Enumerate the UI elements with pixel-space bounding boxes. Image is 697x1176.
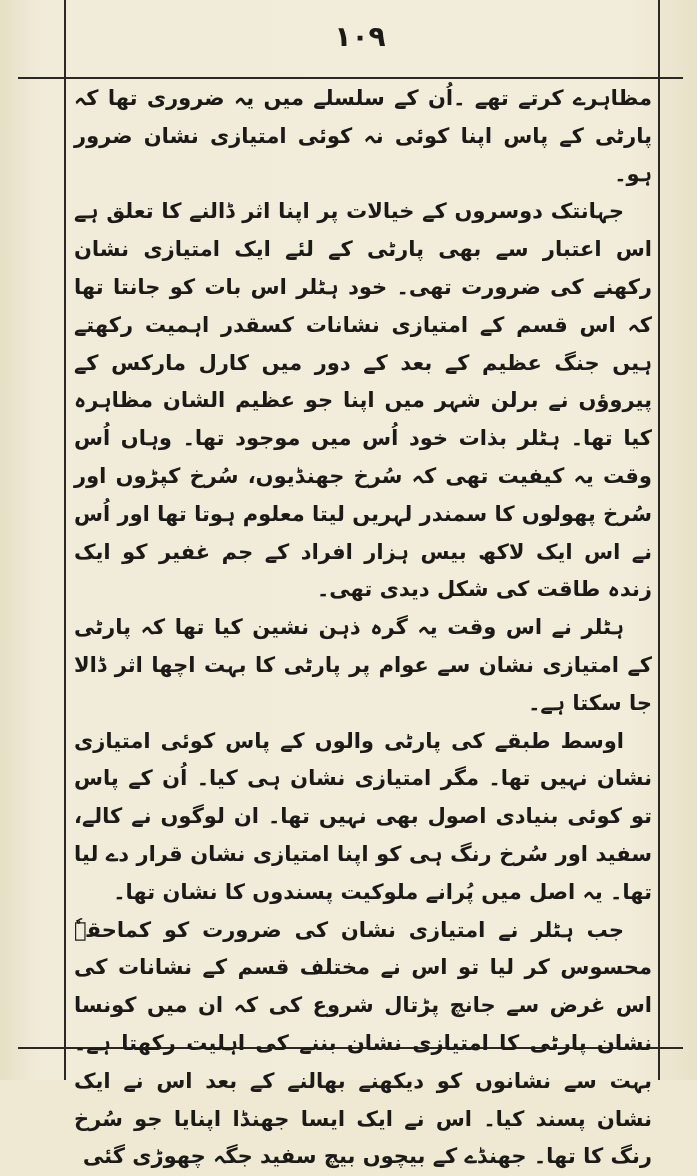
page-text	[74, 80, 652, 1169]
page-number: ١٠٩	[334, 20, 386, 53]
paragraph: جب ہٹلر نے امتیازی نشان کی ضرورت کو کماحقہٗ محسوس کر لیا تو اس نے مختلف قسم کے نشانات کی اس غرض سے جانچ پڑتال شروع کی کہ ان میں کونسا نشان پارٹی کا امتیازی نشان بننے کی اہلیت رکھتا ہے۔ بہت سے نشانوں کو دیکھنے بھالنے کے بعد اس نے ایک نشان پسند کیا۔ اس نے ایک ایسا جھنڈا اپنایا جو سُرخ رنگ کا تھا۔ جھنڈے کے بیچوں بیچ سفید جگہ چھوڑی گئی	[74, 917, 652, 1169]
paragraph: مظاہرے کرتے تھے ۔اُن کے سلسلے میں یہ ضروری تھا کہ پارٹی کے پاس اپنا کوئی نہ کوئی امتیازی نشان ضرور ہو۔	[74, 86, 652, 186]
paragraph: جہانتک دوسروں کے خیالات پر اپنا اثر ڈالنے کا تعلق ہے اس اعتبار سے بھی پارٹی کے لئے ایک امتیازی نشان رکھنے کی ضرورت تھی۔ خود ہٹلر اس بات کو جانتا تھا کہ اس قسم کے امتیازی نشانات کسقدر اہمیت رکھتے ہیں جنگ عظیم کے بعد کے دور میں کارل مارکس کے پیروؤں نے برلن شہر میں اپنا جو عظیم الشان مظاہرہ کیا تھا۔ ہٹلر بذات خود اُس میں موجود تھا۔ وہاں اُس وقت یہ کیفیت تھی کہ سُرخ جھنڈیوں، سُرخ کپڑوں اور سُرخ پھولوں کا سمندر لہریں لیتا معلوم ہوتا تھا اور اُس نے اس ایک لاکھ بیس ہزار افراد کے جم غفیر کو ایک زندہ طاقت کی شکل دیدی تھی۔	[74, 199, 652, 602]
paragraph: اوسط طبقے کی پارٹی والوں کے پاس کوئی امتیازی نشان نہیں تھا۔ مگر امتیازی نشان ہی کیا۔ اُن کے پاس تو کوئی بنیادی اصول بھی نہیں تھا۔ ان لوگوں نے کالے، سفید اور سُرخ رنگ ہی کو اپنا امتیازی نشان قرار دے لیا تھا۔ یہ اصل میں پُرانے ملوکیت پسندوں کا نشان تھا۔	[74, 728, 652, 904]
paragraph: ہٹلر نے اس وقت یہ گرہ ذہن نشین کیا تھا کہ پارٹی کے امتیازی نشان سے عوام پر پارٹی کا بہت اچھا اثر ڈالا جا سکتا ہے۔	[74, 615, 652, 715]
left-margin-rule	[64, 0, 66, 1080]
header-rule	[18, 77, 683, 79]
right-margin-rule	[658, 0, 660, 1080]
